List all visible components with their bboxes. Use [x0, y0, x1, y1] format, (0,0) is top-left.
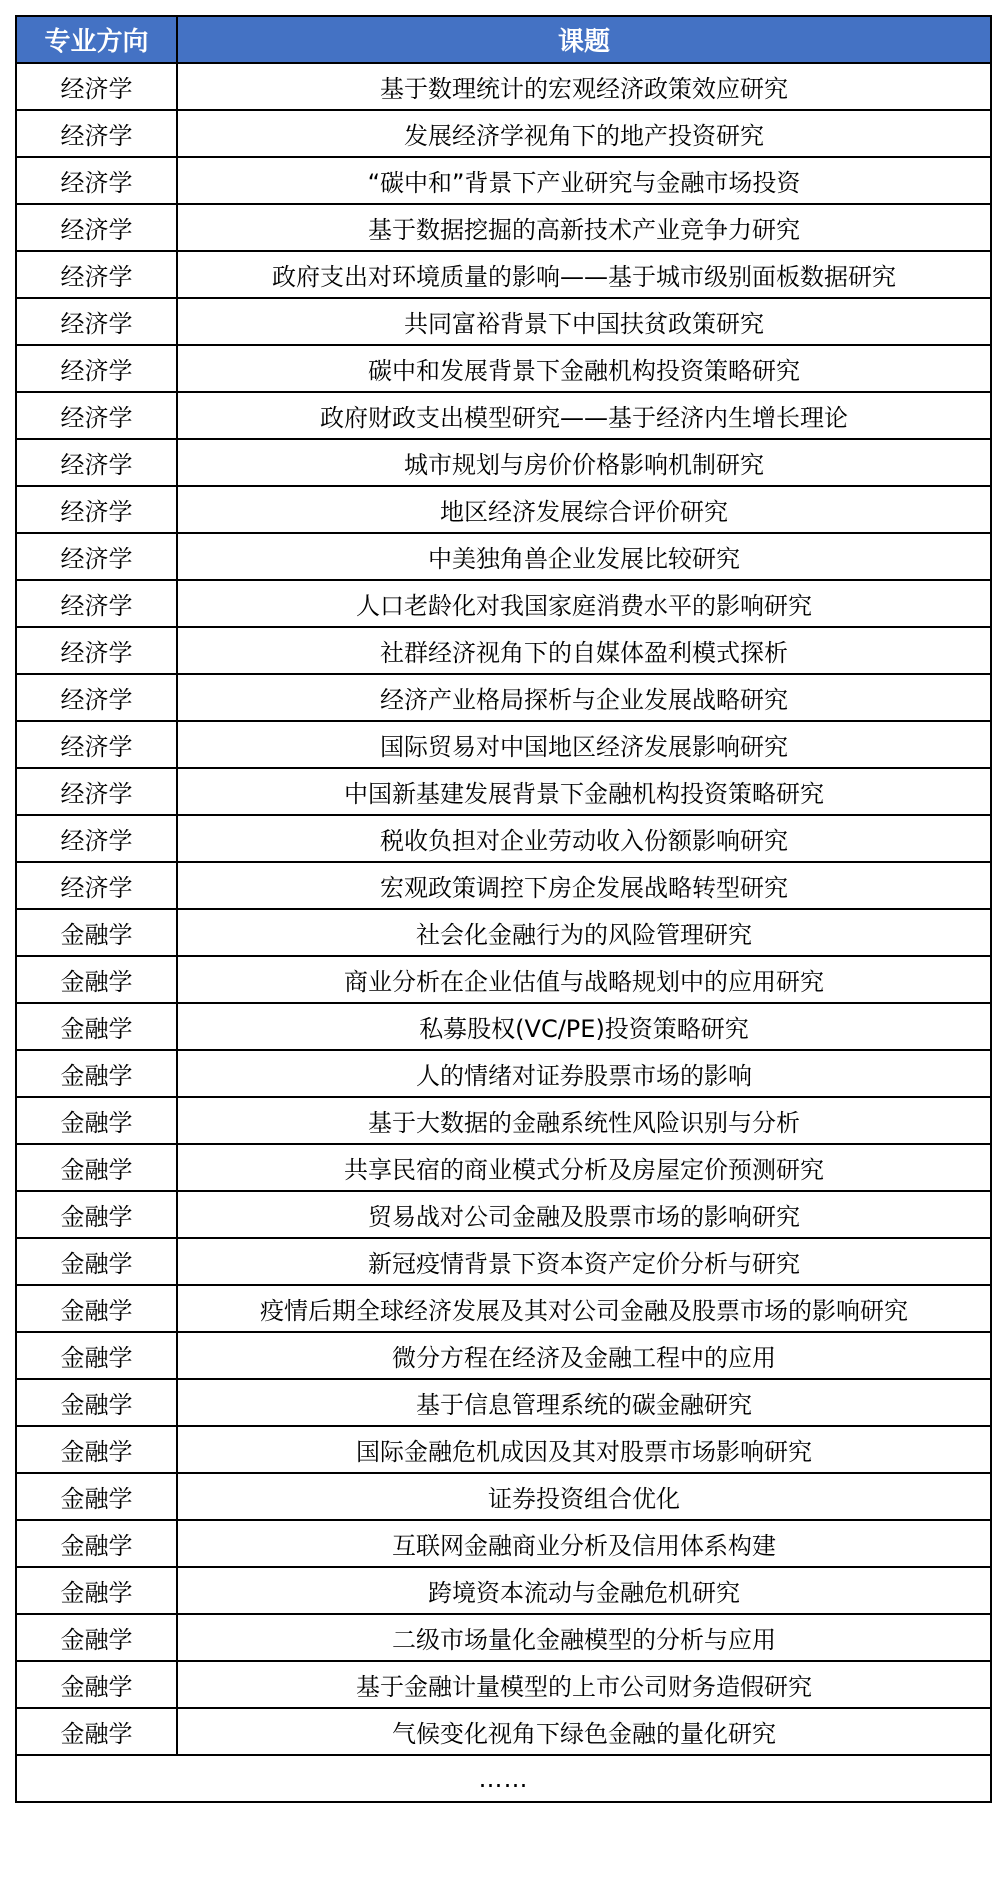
topic-cell: 微分方程在经济及金融工程中的应用 [177, 1332, 991, 1379]
topic-cell: 互联网金融商业分析及信用体系构建 [177, 1520, 991, 1567]
topic-cell: 基于数理统计的宏观经济政策效应研究 [177, 63, 991, 110]
topic-cell: 城市规划与房价价格影响机制研究 [177, 439, 991, 486]
table-row [16, 1285, 991, 1332]
table-row [16, 1332, 991, 1379]
major-cell: 经济学 [16, 110, 177, 157]
major-cell: 经济学 [16, 580, 177, 627]
table-row [16, 439, 991, 486]
table-row [16, 580, 991, 627]
table-row [16, 1567, 991, 1614]
topic-cell: 经济产业格局探析与企业发展战略研究 [177, 674, 991, 721]
topic-cell: 国际贸易对中国地区经济发展影响研究 [177, 721, 991, 768]
major-cell: 经济学 [16, 862, 177, 909]
header-major: 专业方向 [16, 16, 177, 63]
table-row [16, 1144, 991, 1191]
major-cell: 金融学 [16, 1567, 177, 1614]
topic-cell: 地区经济发展综合评价研究 [177, 486, 991, 533]
table-row [16, 1191, 991, 1238]
table-row [16, 1426, 991, 1473]
topic-cell: “碳中和”背景下产业研究与金融市场投资 [177, 157, 991, 204]
major-cell: 经济学 [16, 63, 177, 110]
major-cell: 金融学 [16, 1050, 177, 1097]
table-row [16, 1238, 991, 1285]
ellipsis-row [16, 1755, 991, 1802]
table-row [16, 298, 991, 345]
major-cell: 经济学 [16, 204, 177, 251]
table-row [16, 862, 991, 909]
topic-cell: 商业分析在企业估值与战略规划中的应用研究 [177, 956, 991, 1003]
major-cell: 金融学 [16, 1003, 177, 1050]
major-cell: 经济学 [16, 721, 177, 768]
topic-cell: 二级市场量化金融模型的分析与应用 [177, 1614, 991, 1661]
topic-cell: 社群经济视角下的自媒体盈利模式探析 [177, 627, 991, 674]
topic-cell: 社会化金融行为的风险管理研究 [177, 909, 991, 956]
major-cell: 金融学 [16, 1097, 177, 1144]
major-cell: 金融学 [16, 1614, 177, 1661]
topic-cell: 人的情绪对证券股票市场的影响 [177, 1050, 991, 1097]
major-cell: 经济学 [16, 768, 177, 815]
topic-cell: 基于大数据的金融系统性风险识别与分析 [177, 1097, 991, 1144]
topic-cell: 中美独角兽企业发展比较研究 [177, 533, 991, 580]
topic-cell: 基于信息管理系统的碳金融研究 [177, 1379, 991, 1426]
topic-cell: 宏观政策调控下房企发展战略转型研究 [177, 862, 991, 909]
table-row [16, 815, 991, 862]
major-cell: 经济学 [16, 251, 177, 298]
major-cell: 经济学 [16, 392, 177, 439]
table-row [16, 1661, 991, 1708]
topic-cell: 共享民宿的商业模式分析及房屋定价预测研究 [177, 1144, 991, 1191]
major-cell: 经济学 [16, 298, 177, 345]
table-row [16, 1614, 991, 1661]
topic-cell: 新冠疫情背景下资本资产定价分析与研究 [177, 1238, 991, 1285]
major-cell: 金融学 [16, 1520, 177, 1567]
table-row [16, 909, 991, 956]
major-cell: 经济学 [16, 439, 177, 486]
major-cell: 金融学 [16, 1238, 177, 1285]
major-cell: 金融学 [16, 909, 177, 956]
topic-cell: 基于数据挖掘的高新技术产业竞争力研究 [177, 204, 991, 251]
major-cell: 经济学 [16, 674, 177, 721]
major-cell: 金融学 [16, 1473, 177, 1520]
topic-cell: 基于金融计量模型的上市公司财务造假研究 [177, 1661, 991, 1708]
header-topic: 课题 [177, 16, 991, 63]
topic-cell: 气候变化视角下绿色金融的量化研究 [177, 1708, 991, 1755]
topic-cell: 跨境资本流动与金融危机研究 [177, 1567, 991, 1614]
table-row [16, 1473, 991, 1520]
topic-cell: 贸易战对公司金融及股票市场的影响研究 [177, 1191, 991, 1238]
table-row [16, 533, 991, 580]
major-cell: 金融学 [16, 1332, 177, 1379]
major-cell: 金融学 [16, 1708, 177, 1755]
table-row [16, 627, 991, 674]
table-row [16, 721, 991, 768]
table-row [16, 110, 991, 157]
table-row [16, 204, 991, 251]
topic-cell: 私募股权(VC/PE)投资策略研究 [177, 1003, 991, 1050]
major-cell: 经济学 [16, 157, 177, 204]
table-row [16, 251, 991, 298]
table-row [16, 157, 991, 204]
table-row [16, 674, 991, 721]
topic-cell: 国际金融危机成因及其对股票市场影响研究 [177, 1426, 991, 1473]
table-row [16, 345, 991, 392]
major-cell: 金融学 [16, 1144, 177, 1191]
table-row [16, 1003, 991, 1050]
table-row [16, 956, 991, 1003]
major-cell: 金融学 [16, 1661, 177, 1708]
major-cell: 金融学 [16, 1191, 177, 1238]
topic-cell: 发展经济学视角下的地产投资研究 [177, 110, 991, 157]
major-cell: 金融学 [16, 956, 177, 1003]
major-cell: 金融学 [16, 1285, 177, 1332]
table-row [16, 1050, 991, 1097]
table-row [16, 1097, 991, 1144]
major-cell: 金融学 [16, 1426, 177, 1473]
major-cell: 经济学 [16, 815, 177, 862]
major-cell: 金融学 [16, 1379, 177, 1426]
topic-cell: 税收负担对企业劳动收入份额影响研究 [177, 815, 991, 862]
major-cell: 经济学 [16, 345, 177, 392]
topic-cell: 疫情后期全球经济发展及其对公司金融及股票市场的影响研究 [177, 1285, 991, 1332]
more-indicator: …… [16, 1755, 991, 1802]
topics-table [15, 15, 992, 1803]
header-row [16, 16, 991, 63]
topic-cell: 中国新基建发展背景下金融机构投资策略研究 [177, 768, 991, 815]
topic-cell: 共同富裕背景下中国扶贫政策研究 [177, 298, 991, 345]
major-cell: 经济学 [16, 486, 177, 533]
table-row [16, 768, 991, 815]
topic-cell: 碳中和发展背景下金融机构投资策略研究 [177, 345, 991, 392]
table-row [16, 392, 991, 439]
topic-cell: 证券投资组合优化 [177, 1473, 991, 1520]
topic-cell: 人口老龄化对我国家庭消费水平的影响研究 [177, 580, 991, 627]
table-row [16, 1708, 991, 1755]
topic-cell: 政府支出对环境质量的影响——基于城市级别面板数据研究 [177, 251, 991, 298]
topic-cell: 政府财政支出模型研究——基于经济内生增长理论 [177, 392, 991, 439]
major-cell: 经济学 [16, 533, 177, 580]
major-cell: 经济学 [16, 627, 177, 674]
table-row [16, 486, 991, 533]
table-row [16, 1379, 991, 1426]
table-row [16, 63, 991, 110]
table-row [16, 1520, 991, 1567]
